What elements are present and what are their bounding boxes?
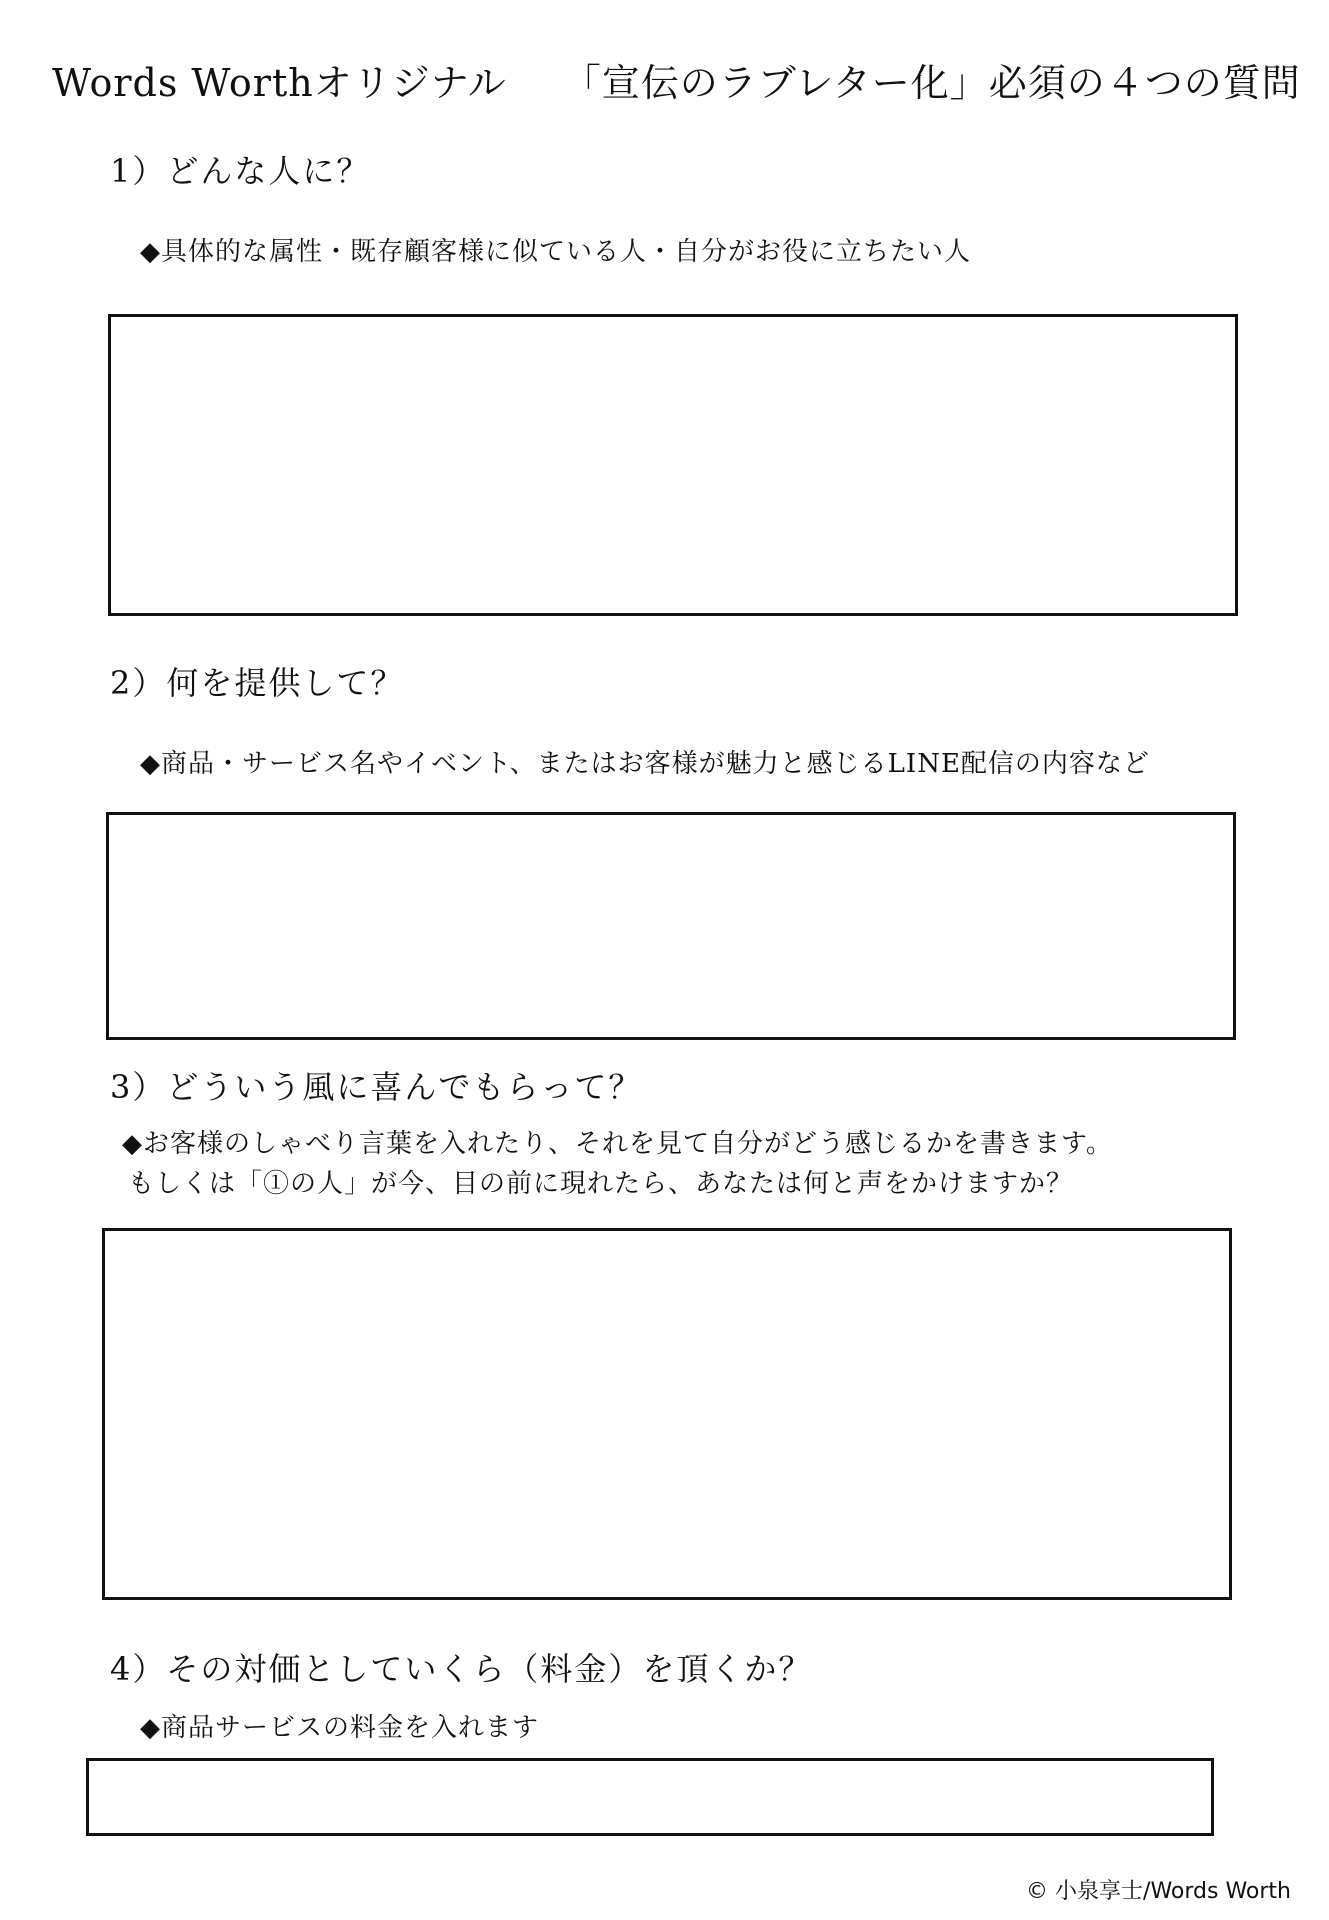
question-2-hint-line-1: ◆商品・サービス名やイベント、またはお客様が魅力と感じるLINE配信の内容など: [140, 749, 1150, 779]
question-1-heading: 1）どんな人に？: [110, 152, 371, 190]
question-3-hint-line-1: ◆お客様のしゃべり言葉を入れたり、それを見て自分がどう感じるかを書きます。: [122, 1129, 1113, 1159]
question-4-hint-line-1: ◆商品サービスの料金を入れます: [140, 1713, 539, 1743]
question-2-answer-box[interactable]: [106, 812, 1236, 1040]
question-4-hint: [140, 1708, 539, 1748]
question-2-heading: 2）何を提供して？: [110, 664, 405, 702]
question-1-hint-line-1: ◆具体的な属性・既存顧客様に似ている人・自分がお役に立ちたい人: [140, 237, 971, 267]
question-3-answer-box[interactable]: [102, 1228, 1232, 1600]
question-4-heading: 4）その対価としていくら（料金）を頂くか？: [110, 1650, 813, 1688]
title-brand: Words Worthオリジナル: [52, 61, 507, 105]
question-1-hint: [140, 232, 971, 272]
question-3-hint: [122, 1124, 1113, 1204]
question-1-answer-box[interactable]: [108, 314, 1238, 616]
title-main: 「宣伝のラブレター化」必須の４つの質問: [562, 61, 1301, 105]
copyright-notice: © 小泉享士/Words Worth: [1026, 1879, 1291, 1904]
question-3-hint-line-2: もしくは「①の人」が今、目の前に現れたら、あなたは何と声をかけますか？: [128, 1169, 1074, 1199]
worksheet-title: [52, 52, 1301, 107]
question-3-heading: 3）どういう風に喜んでもらって？: [110, 1068, 643, 1106]
question-4-answer-box[interactable]: [86, 1758, 1214, 1836]
question-2-hint: [140, 744, 1150, 784]
